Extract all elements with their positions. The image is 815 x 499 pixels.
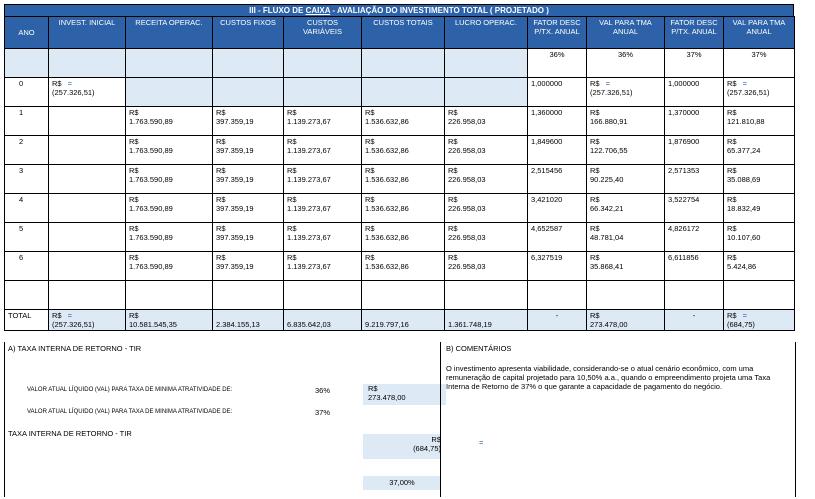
cell-val1: R$ 90.225,40 — [587, 165, 665, 194]
rate-fator1: 36% — [528, 49, 587, 78]
rate-val2: 37% — [724, 49, 795, 78]
cell-receita: R$ 1.763.590,89 — [126, 194, 213, 223]
cell-ano: 6 — [5, 252, 49, 281]
cell-cv: R$ 1.139.273,67 — [284, 136, 362, 165]
cell-cv: R$ 1.139.273,67 — [284, 165, 362, 194]
cell-cv: R$ 1.139.273,67 — [284, 194, 362, 223]
cell-receita: R$ 1.763.590,89 — [126, 136, 213, 165]
cell-fator1: 3,421020 — [528, 194, 587, 223]
cell-fator2: 1,876900 — [665, 136, 724, 165]
header-fator1: FATOR DESC P/TX. ANUAL — [528, 17, 587, 49]
header-val1: VAL PARA TMA ANUAL — [587, 17, 665, 49]
cell-ct: R$ 1.536.632,86 — [362, 107, 445, 136]
cell-fator1: 1,360000 — [528, 107, 587, 136]
cell-fator1: 1,000000 — [528, 78, 587, 107]
cell-receita: R$ 1.763.590,89 — [126, 165, 213, 194]
header-val2: VAL PARA TMA ANUAL — [724, 17, 795, 49]
val-line2-value: R$ (684,75) — [363, 434, 441, 459]
total-receita: R$ 10.581.545,35 — [126, 310, 213, 331]
cell-ct: R$ 1.536.632,86 — [362, 252, 445, 281]
header-receita: RECEITA OPERAC. — [126, 17, 213, 49]
summary-area — [4, 342, 794, 497]
cell-lucro: R$ 226.958,03 — [445, 107, 528, 136]
table-row — [5, 107, 795, 136]
header-fator2: FATOR DESC P/TX. ANUAL — [665, 17, 724, 49]
cell-cv: R$ 1.139.273,67 — [284, 107, 362, 136]
cell-ano: 2 — [5, 136, 49, 165]
section-a-title: A) TAXA INTERNA DE RETORNO - TIR — [8, 344, 142, 353]
cell-ct: R$ 1.536.632,86 — [362, 136, 445, 165]
cell-receita: R$ 1.763.590,89 — [126, 107, 213, 136]
rates-row — [5, 49, 795, 78]
cell-val1: R$ 35.868,41 — [587, 252, 665, 281]
total-cf: 2.384.155,13 — [213, 310, 284, 331]
cell-lucro: R$ 226.958,03 — [445, 252, 528, 281]
cell-fator2: 4,826172 — [665, 223, 724, 252]
cell-val2: R$ 18.832,49 — [724, 194, 795, 223]
rate-val1: 36% — [587, 49, 665, 78]
tir-label: TAXA INTERNA DE RETORNO - TIR — [8, 429, 132, 438]
cell-ano: 4 — [5, 194, 49, 223]
header-ano: ANO — [5, 17, 49, 49]
total-ct: 9.219.797,16 — [362, 310, 445, 331]
cell-val2: R$ 121.810,88 — [724, 107, 795, 136]
cell-cv: R$ 1.139.273,67 — [284, 223, 362, 252]
cell-cf: R$ 397.359,19 — [213, 194, 284, 223]
cell-fator2: 2,571353 — [665, 165, 724, 194]
total-lucro: 1.361.748,19 — [445, 310, 528, 331]
table-row — [5, 194, 795, 223]
cell-ct: R$ 1.536.632,86 — [362, 223, 445, 252]
table-row — [5, 252, 795, 281]
cell-fator2: 1,370000 — [665, 107, 724, 136]
cell-fator1: 4,652587 — [528, 223, 587, 252]
header-custos-totais: CUSTOS TOTAIS — [362, 17, 445, 49]
comment-text: O investimento apresenta viabilidade, considerando-se o atual cenário econômico, com uma remuneração de capital projetado para 10,50% a.a., quando o empreendimento projeta uma Taxa Interna de Retorno de 37% o que garante a capacidade de pagamento do negócio. — [446, 364, 771, 391]
tir-value: 37,00% — [363, 476, 441, 490]
cell-fator2: 6,611856 — [665, 252, 724, 281]
cell-ano: 1 — [5, 107, 49, 136]
header-custos-fixos: CUSTOS FIXOS — [213, 17, 284, 49]
cell-val2: R$ 10.107,60 — [724, 223, 795, 252]
cell-ano: 5 — [5, 223, 49, 252]
table-row — [5, 165, 795, 194]
total-invest: R$ = (257.326,51) — [49, 310, 126, 331]
cash-flow-sheet — [4, 4, 794, 331]
cell-val1: R$ 48.781,04 — [587, 223, 665, 252]
table-row — [5, 136, 795, 165]
cell-cf: R$ 397.359,19 — [213, 252, 284, 281]
cell-val1: R$ 166.880,91 — [587, 107, 665, 136]
total-cv: 6.835.642,03 — [284, 310, 362, 331]
cash-flow-table — [4, 16, 795, 331]
val-line1-label: VALOR ATUAL LÍQUIDO (VAL) PARA TAXA DE MINIMA ATRATIVIDADE DE: — [27, 387, 233, 393]
cell-val2: R$ = (257.326,51) — [724, 78, 795, 107]
cell-cf: R$ 397.359,19 — [213, 136, 284, 165]
cell-receita: R$ 1.763.590,89 — [126, 223, 213, 252]
total-v1: R$ 273.478,00 — [587, 310, 665, 331]
cell-cf: R$ 397.359,19 — [213, 165, 284, 194]
cell-val1: R$ 66.342,21 — [587, 194, 665, 223]
empty-row — [5, 281, 795, 310]
total-v2: R$ = (684,75) — [724, 310, 795, 331]
cell-cf: R$ 397.359,19 — [213, 107, 284, 136]
cell-ct: R$ 1.536.632,86 — [362, 194, 445, 223]
header-row — [5, 17, 795, 49]
cell-val2: R$ 35.088,69 — [724, 165, 795, 194]
val-line2-label: VALOR ATUAL LÍQUIDO (VAL) PARA TAXA DE MINIMA ATRATIVIDADE DE: — [27, 409, 233, 415]
cell-ct: R$ 1.536.632,86 — [362, 165, 445, 194]
cell-fator1: 1,849600 — [528, 136, 587, 165]
table-row — [5, 78, 795, 107]
cell-invest: R$ = (257.326,51) — [49, 78, 126, 107]
header-invest: INVEST. INICIAL — [49, 17, 126, 49]
total-f1: - — [528, 310, 587, 331]
table-row — [5, 223, 795, 252]
total-f2: - — [665, 310, 724, 331]
section-b-title: B) COMENTÁRIOS — [446, 344, 512, 353]
rate-fator2: 37% — [665, 49, 724, 78]
val-line2-rate: 37% — [315, 408, 331, 417]
header-lucro: LUCRO OPERAC. — [445, 17, 528, 49]
sheet-title: III - FLUXO DE CAIXA - AVALIAÇÃO DO INVESTIMENTO TOTAL ( PROJETADO ) — [4, 4, 794, 16]
cell-fator2: 1,000000 — [665, 78, 724, 107]
cell-val1: R$ 122.706,55 — [587, 136, 665, 165]
cell-val1: R$ = (257.326,51) — [587, 78, 665, 107]
section-comments — [440, 342, 796, 497]
cell-cv: R$ 1.139.273,67 — [284, 252, 362, 281]
cell-lucro: R$ 226.958,03 — [445, 223, 528, 252]
cell-lucro: R$ 226.958,03 — [445, 136, 528, 165]
cell-fator1: 2,515456 — [528, 165, 587, 194]
cell-fator1: 6,327519 — [528, 252, 587, 281]
total-row — [5, 310, 795, 331]
header-custos-variaveis: CUSTOS VARIÁVEIS — [284, 17, 362, 49]
cell-receita: R$ 1.763.590,89 — [126, 252, 213, 281]
year-rows — [5, 107, 795, 281]
cell-cf: R$ 397.359,19 — [213, 223, 284, 252]
cell-fator2: 3,522754 — [665, 194, 724, 223]
val-line1-rate: 36% — [315, 386, 331, 395]
cell-ano: 0 — [5, 78, 49, 107]
val-line1-value: R$ 273.478,00 — [363, 384, 446, 405]
cell-lucro: R$ 226.958,03 — [445, 194, 528, 223]
eq-mark: = — [479, 438, 484, 447]
cell-lucro: R$ 226.958,03 — [445, 165, 528, 194]
cell-val2: R$ 5.424,86 — [724, 252, 795, 281]
total-label: TOTAL — [5, 310, 49, 331]
cell-ano: 3 — [5, 165, 49, 194]
cell-val2: R$ 65.377,24 — [724, 136, 795, 165]
